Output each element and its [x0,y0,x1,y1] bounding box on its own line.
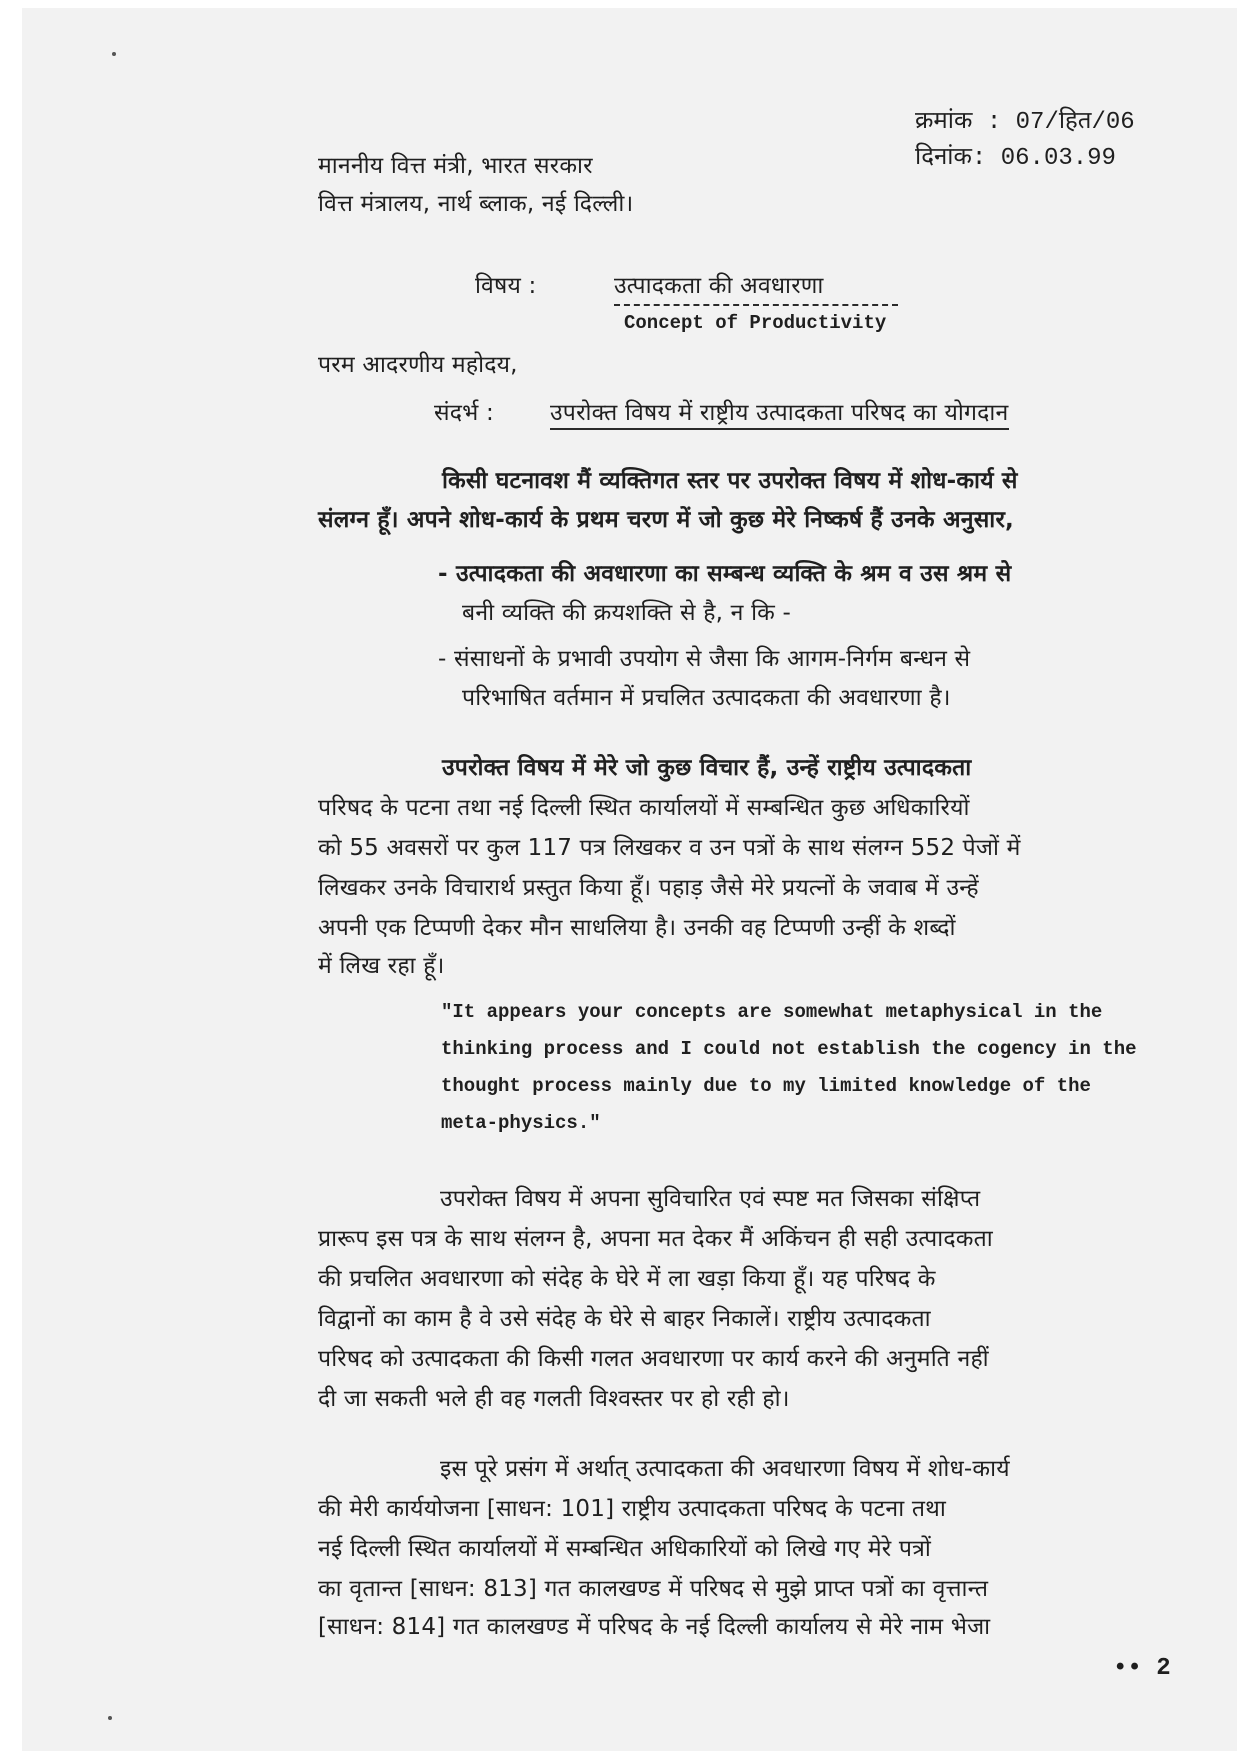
paragraph3-line-1: उपरोक्त विषय में अपना सुविचारित एवं स्पष्ट मत जिसका संक्षिप्त [440,1186,981,1212]
page-number: •• 2 [1113,1655,1171,1682]
reference-topic-text: उपरोक्त विषय में राष्ट्रीय उत्पादकता परिषद का योगदान [550,400,1009,430]
reference-topic-label: संदर्भ : [434,400,494,426]
paragraph3-line-5: परिषद को उत्पादकता की किसी गलत अवधारणा पर कार्य करने की अनुमति नहीं [318,1346,989,1372]
scan-speck [108,1716,112,1720]
paragraph4-line-4: का वृतान्त [साधन: 813] गत कालखण्ड में परिषद से मुझे प्राप्त पत्रों का वृत्तान्त [318,1576,989,1602]
paragraph1-line-2: संलग्न हूँ। अपने शोध-कार्य के प्रथम चरण में जो कुछ मेरे निष्कर्ष हैं उनके अनुसार, [318,507,1014,533]
salutation: परम आदरणीय महोदय, [318,352,518,378]
quoted-comment [441,994,1241,1142]
point1-line-2: बनी व्यक्ति की क्रयशक्ति से है, न कि - [462,600,791,626]
quote-line-3: thought process mainly due to my limited knowledge of the [441,1075,1091,1097]
scan-speck [112,52,116,56]
subject-english: Concept of Productivity [624,312,887,334]
point2-line-1: - संसाधनों के प्रभावी उपयोग से जैसा कि आगम-निर्गम बन्धन से [438,646,971,672]
paragraph2-line-1: उपरोक्त विषय में मेरे जो कुछ विचार हैं, उन्हें राष्ट्रीय उत्पादकता [442,755,972,781]
paragraph2-line-4: लिखकर उनके विचारार्थ प्रस्तुत किया हूँ। पहाड़ जैसे मेरे प्रयत्नों के जवाब में उन्हें [318,875,979,901]
reference-topic-wrap [550,395,1009,427]
paragraph4-line-3: नई दिल्ली स्थित कार्यालयों में सम्बन्धित अधिकारियों को लिखे गए मेरे पत्रों [318,1536,932,1562]
paragraph1-line-1: किसी घटनावश मैं व्यक्तिगत स्तर पर उपरोक्त विषय में शोध-कार्य से [442,468,1018,494]
reference-block [915,105,1135,177]
paragraph2-line-5: अपनी एक टिप्पणी देकर मौन साधलिया है। उनकी वह टिप्पणी उन्हीं के शब्दों [318,915,956,941]
quote-line-2: thinking process and I could not establish the cogency in the [441,1038,1137,1060]
subject-dashed-underline [614,304,898,306]
addressee-line-1: माननीय वित्त मंत्री, भारत सरकार [318,153,593,179]
paragraph4-line-5: [साधन: 814] गत कालखण्ड में परिषद के नई दिल्ली कार्यालय से मेरे नाम भेजा [318,1614,991,1640]
paragraph4-line-1: इस पूरे प्रसंग में अर्थात् उत्पादकता की अवधारणा विषय में शोध-कार्य [440,1456,1010,1482]
paragraph4-line-2: की मेरी कार्ययोजना [साधन: 101] राष्ट्रीय उत्पादकता परिषद के पटना तथा [318,1496,947,1522]
point1-line-1: - उत्पादकता की अवधारणा का सम्बन्ध व्यक्ति के श्रम व उस श्रम से [438,561,1012,587]
letter-date: दिनांक: 06.03.99 [915,145,1116,172]
letter-number: क्रमांक : 07/हित/06 [915,109,1135,136]
point2-line-2: परिभाषित वर्तमान में प्रचलित उत्पादकता की अवधारणा है। [462,685,951,711]
document-page [22,8,1237,1751]
addressee-line-2: वित्त मंत्रालय, नार्थ ब्लाक, नई दिल्ली। [318,191,634,217]
paragraph2-line-3: को 55 अवसरों पर कुल 117 पत्र लिखकर व उन पत्रों के साथ संलग्न 552 पेजों में [318,835,1021,861]
quote-line-1: "It appears your concepts are somewhat metaphysical in the [441,1001,1103,1023]
paragraph3-line-2: प्रारूप इस पत्र के साथ संलग्न है, अपना मत देकर मैं अकिंचन ही सही उत्पादकता [318,1226,993,1252]
paragraph3-line-3: की प्रचलित अवधारणा को संदेह के घेरे में ला खड़ा किया हूँ। यह परिषद के [318,1266,936,1292]
paragraph2-line-6: में लिख रहा हूँ। [318,953,445,979]
paragraph3-line-6: दी जा सकती भले ही वह गलती विश्वस्तर पर हो रही हो। [318,1386,790,1412]
quote-line-4: meta-physics." [441,1112,601,1134]
subject-label: विषय : [475,273,537,299]
subject-hindi: उत्पादकता की अवधारणा [614,273,824,299]
paragraph2-line-2: परिषद के पटना तथा नई दिल्ली स्थित कार्यालयों में सम्बन्धित कुछ अधिकारियों [318,795,970,821]
paragraph3-line-4: विद्वानों का काम है वे उसे संदेह के घेरे से बाहर निकालें। राष्ट्रीय उत्पादकता [318,1306,931,1332]
